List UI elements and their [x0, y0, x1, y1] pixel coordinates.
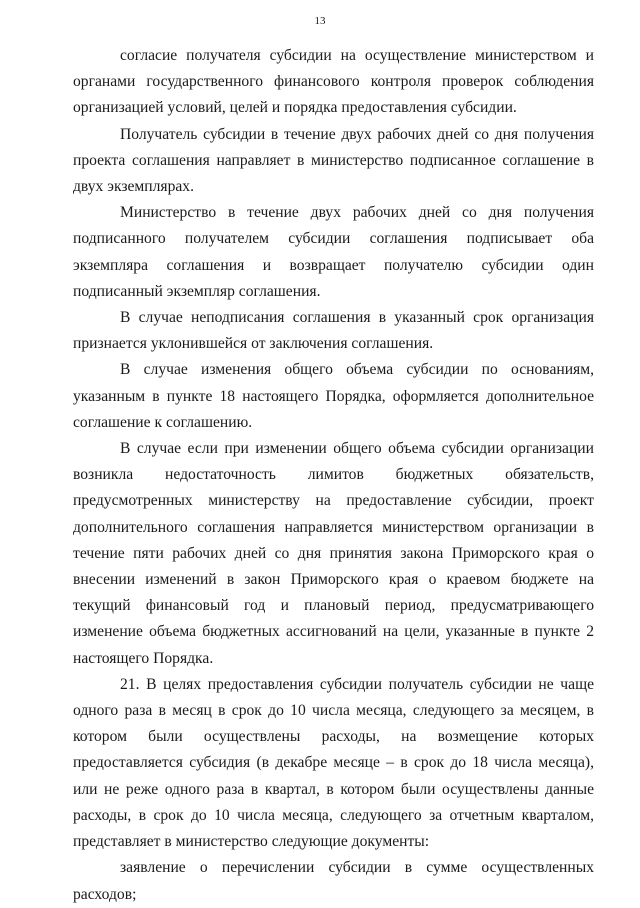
- paragraph-consent-continuation: согласие получателя субсидии на осуществление министерством и органами государственного финансового контроля проверок соблюдения организацией условий, целей и порядка предоставления субсидии.: [73, 47, 594, 117]
- paragraph-application: заявление о перечислении субсидии в сумме осуществленных расходов;: [73, 859, 594, 903]
- paragraph-volume-change: В случае изменения общего объема субсидии по основаниям, указанным в пункте 18 настоящего Порядка, оформляется дополнительное соглашение к соглашению.: [73, 361, 594, 431]
- page-number: 13: [314, 15, 326, 27]
- paragraph-ministry-signs: Министерство в течение двух рабочих дней со дня получения подписанного получателем субсидии соглашения подписывает оба экземпляра соглашения и возвращает получателю субсидии один подписанный экземпляр соглашения.: [73, 204, 594, 300]
- paragraph-insufficient-limits: В случае если при изменении общего объема субсидии организации возникла недостаточность лимитов бюджетных обязательств, предусмотренных министерству на предоставление субсидии, проект дополнительного соглашения направляется министерством организации в течение пяти рабочих дней со дня принятия закона Приморского края о внесении изменений в закон Приморского края о краевом бюджете на текущий финансовый год и плановый период, предусматривающего изменение объема бюджетных ассигнований на цели, указанные в пункте 2 настоящего Порядка.: [73, 440, 594, 667]
- paragraph-clause-21: 21. В целях предоставления субсидии получатель субсидии не чаще одного раза в месяц в срок до 10 числа месяца, следующего за месяцем, в котором были осуществлены расходы, на возмещение которых предоставляется субсидия (в декабре месяце – в срок до 18 числа месяца), или не реже одного раза в квартал, в котором были осуществлены данные расходы, в срок до 10 числа месяца, следующего за отчетным кварталом, представляет в министерство следующие документы:: [73, 675, 594, 851]
- document-body: [73, 43, 594, 908]
- paragraph-non-signing: В случае неподписания соглашения в указанный срок организация признается уклонившейся от заключения соглашения.: [73, 309, 594, 353]
- paragraph-recipient-signs: Получатель субсидии в течение двух рабочих дней со дня получения проекта соглашения направляет в министерство подписанное соглашение в двух экземплярах.: [73, 125, 594, 196]
